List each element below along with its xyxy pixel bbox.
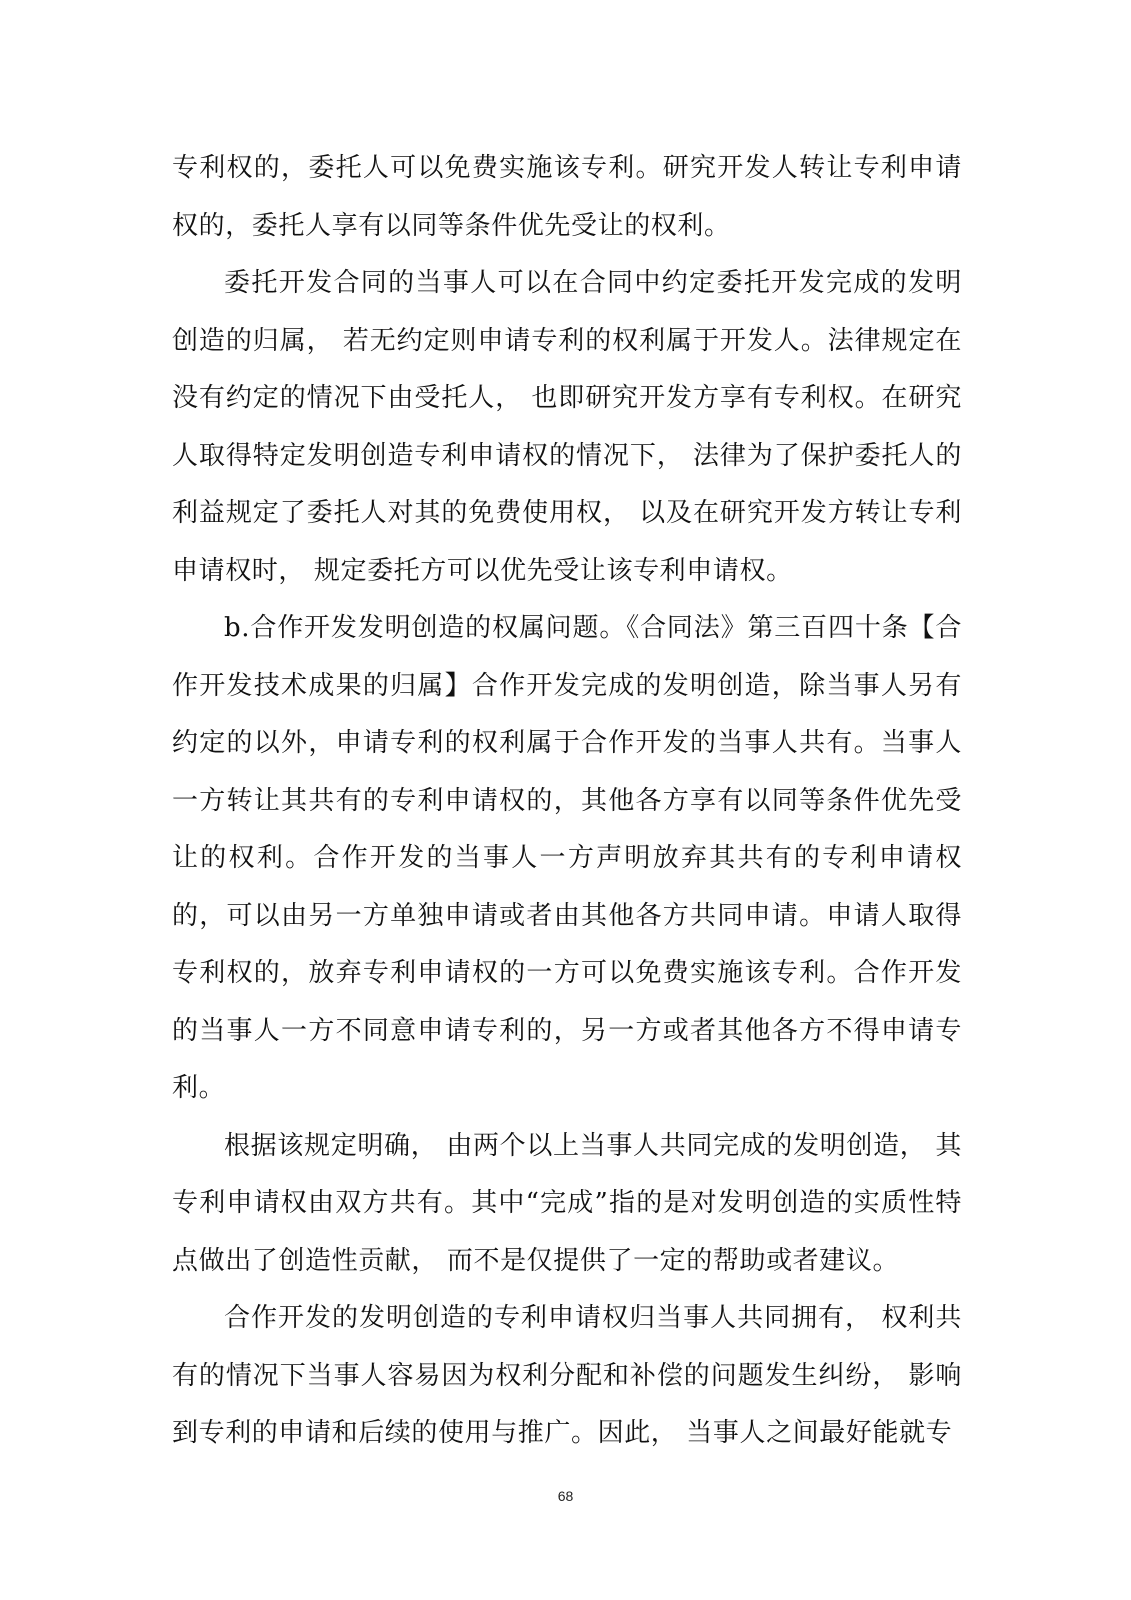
paragraph-2: 委托开发合同的当事人可以在合同中约定委托开发完成的发明创造的归属， 若无约定则申请专利的权利属于开发人。法律规定在没有约定的情况下由受托人， 也即研究开发方享有专利权。在研究人取得特定发明创造专利申请权的情况下， 法律为了保护委托人的利益规定了委托人对其的免费使用权， 以及在研究开发方转让专利申请权时， 规定委托方可以优先受让该专利申请权。: [172, 268, 962, 586]
paragraph-1: 专利权的，委托人可以免费实施该专利。研究开发人转让专利申请权的，委托人享有以同等条件优先受让的权利。: [172, 153, 962, 241]
paragraph-3: b.合作开发发明创造的权属问题。《合同法》第三百四十条【合作开发技术成果的归属】合作开发完成的发明创造，除当事人另有约定的以外，申请专利的权利属于合作开发的当事人共有。当事人一方转让其共有的专利申请权的，其他各方享有以同等条件优先受让的权利。合作开发的当事人一方声明放弃其共有的专利申请权的，可以由另一方单独申请或者由其他各方共同申请。申请人取得专利权的，放弃专利申请权的一方可以免费实施该专利。合作开发的当事人一方不同意申请专利的，另一方或者其他各方不得申请专利。: [172, 613, 962, 1103]
page-number: 68: [557, 1488, 574, 1504]
paragraph-4: 根据该规定明确， 由两个以上当事人共同完成的发明创造， 其专利申请权由双方共有。其中“完成”指的是对发明创造的实质性特点做出了创造性贡献， 而不是仅提供了一定的帮助或者建议。: [172, 1130, 962, 1276]
paragraph-5: 合作开发的发明创造的专利申请权归当事人共同拥有， 权利共有的情况下当事人容易因为权利分配和补偿的问题发生纠纷， 影响到专利的申请和后续的使用与推广。因此， 当事人之间最好能就专: [172, 1303, 962, 1448]
body-text: [172, 140, 962, 1463]
